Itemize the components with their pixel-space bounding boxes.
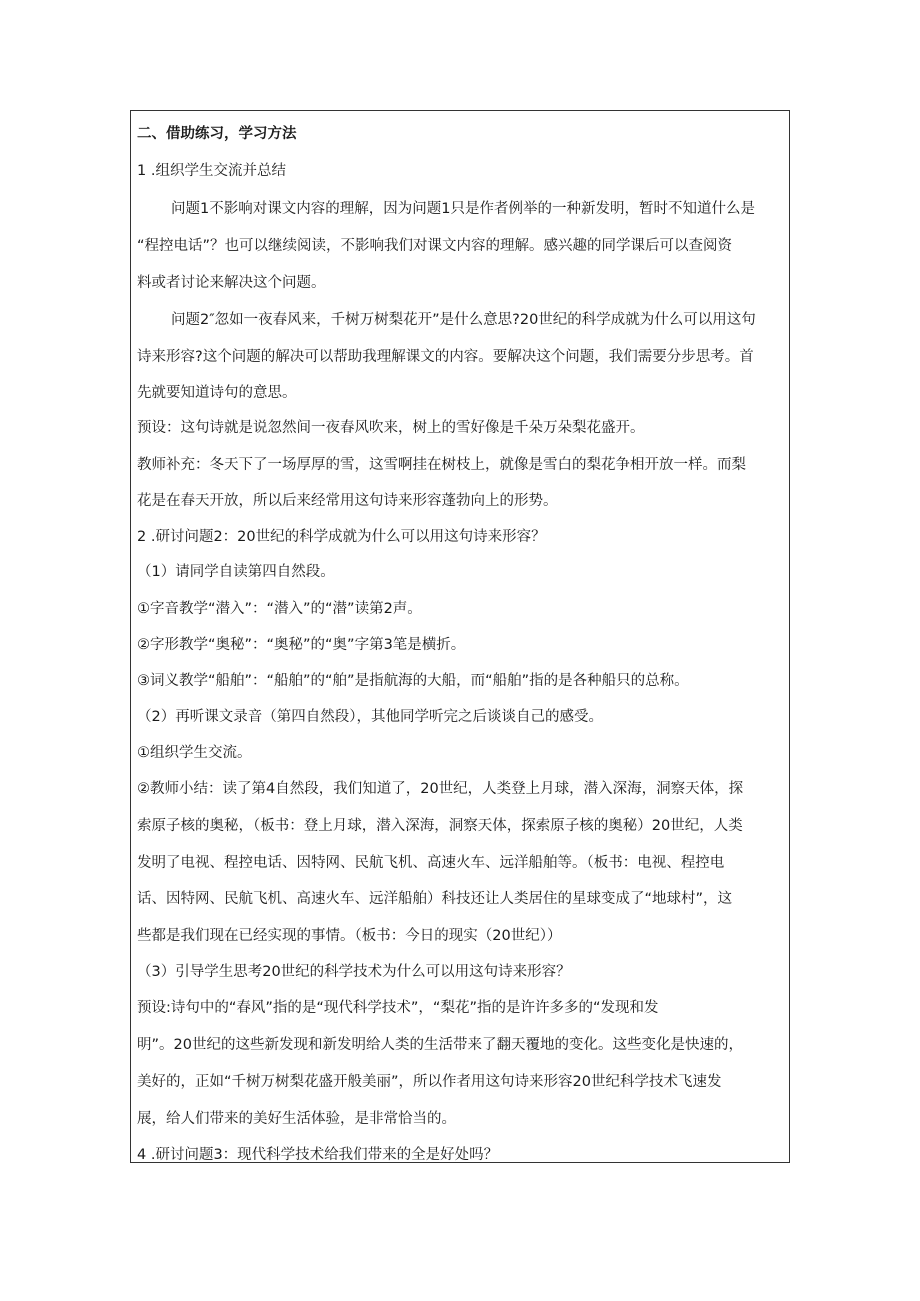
- text-line: 明”。20世纪的这些新发现和新发明给人类的生活带来了翻天覆地的变化。这些变化是快速的，: [137, 1037, 743, 1053]
- text-line: 教师补充：冬天下了一场厚厚的雪，这雪啊挂在树枝上，就像是雪白的梨花争相开放一样。而梨: [137, 457, 746, 473]
- text-line: 4 .研讨问题3：现代科学技术给我们带来的全是好处吗？: [137, 1147, 499, 1163]
- text-line: 问题1不影响对课文内容的理解，因为问题1只是作者例举的一种新发明，暂时不知道什么是: [171, 201, 755, 217]
- text-line: （3）引导学生思考20世纪的科学技术为什么可以用这句诗来形容？: [137, 964, 571, 980]
- text-line: 先就要知道诗句的意思。: [137, 385, 297, 401]
- text-line: 预设:诗句中的“春风”指的是“现代科学技术”，“梨花”指的是许许多多的“发现和发: [137, 1000, 659, 1016]
- text-line: 2 .研讨问题2：20世纪的科学成就为什么可以用这句诗来形容？: [137, 529, 546, 545]
- text-line: ①字音教学“潜入”：“潜入”的“潜”读第2声。: [137, 601, 422, 617]
- text-line: （2）再听课文录音（第四自然段），其他同学听完之后谈谈自己的感受。: [137, 709, 603, 725]
- section-title: 二、借助练习，学习方法: [137, 126, 297, 142]
- text-line: 1 .组织学生交流并总结: [137, 163, 286, 179]
- text-line: 预设：这句诗就是说忽然间一夜春风吹来，树上的雪好像是千朵万朵梨花盛开。: [137, 420, 645, 436]
- text-line: “程控电话”？也可以继续阅读，不影响我们对课文内容的理解。感兴趣的同学课后可以查阅资: [137, 238, 733, 254]
- text-line: 话、因特网、民航飞机、高速火车、远洋船舶）科技还让人类居住的星球变成了“地球村”，这: [137, 891, 733, 907]
- text-line: 发明了电视、程控电话、因特网、民航飞机、高速火车、远洋船舶等。（板书：电视、程控电: [137, 855, 725, 871]
- text-line: 些都是我们现在已经实现的事情。（板书：今日的现实（20世纪））: [137, 928, 562, 944]
- text-line: 料或者讨论来解决这个问题。: [137, 275, 326, 291]
- text-line: ③词义教学“船舶”：“船舶”的“舶”是指航海的大船，而“船舶”指的是各种船只的总称。: [137, 673, 689, 689]
- text-line: 问题2″忽如一夜春风来，千树万树梨花开”是什么意思?20世纪的科学成就为什么可以用这句: [171, 312, 756, 328]
- text-line: ①组织学生交流。: [137, 745, 252, 761]
- text-line: ②字形教学“奥秘”：“奥秘”的“奥”字第3笔是横折。: [137, 637, 466, 653]
- text-line: 美好的，正如“千树万树梨花盛开般美丽”，所以作者用这句诗来形容20世纪科学技术飞速发: [137, 1074, 722, 1090]
- text-line: 花是在春天开放，所以后来经常用这句诗来形容蓬勃向上的形势。: [137, 493, 558, 509]
- text-line: 诗来形容?这个问题的解决可以帮助我理解课文的内容。要解决这个问题，我们需要分步思考。首: [137, 349, 754, 365]
- text-line: 索原子核的奥秘，（板书：登上月球，潜入深海，洞察天体，探索原子核的奥秘）20世纪，人类: [137, 818, 743, 834]
- text-line: ②教师小结：读了第4自然段，我们知道了，20世纪，人类登上月球，潜入深海，洞察天体，探: [137, 781, 744, 797]
- document-table-cell: [130, 110, 790, 1163]
- text-line: 展，给人们带来的美好生活体验，是非常恰当的。: [137, 1111, 456, 1127]
- text-line: （1）请同学自读第四自然段。: [137, 564, 335, 580]
